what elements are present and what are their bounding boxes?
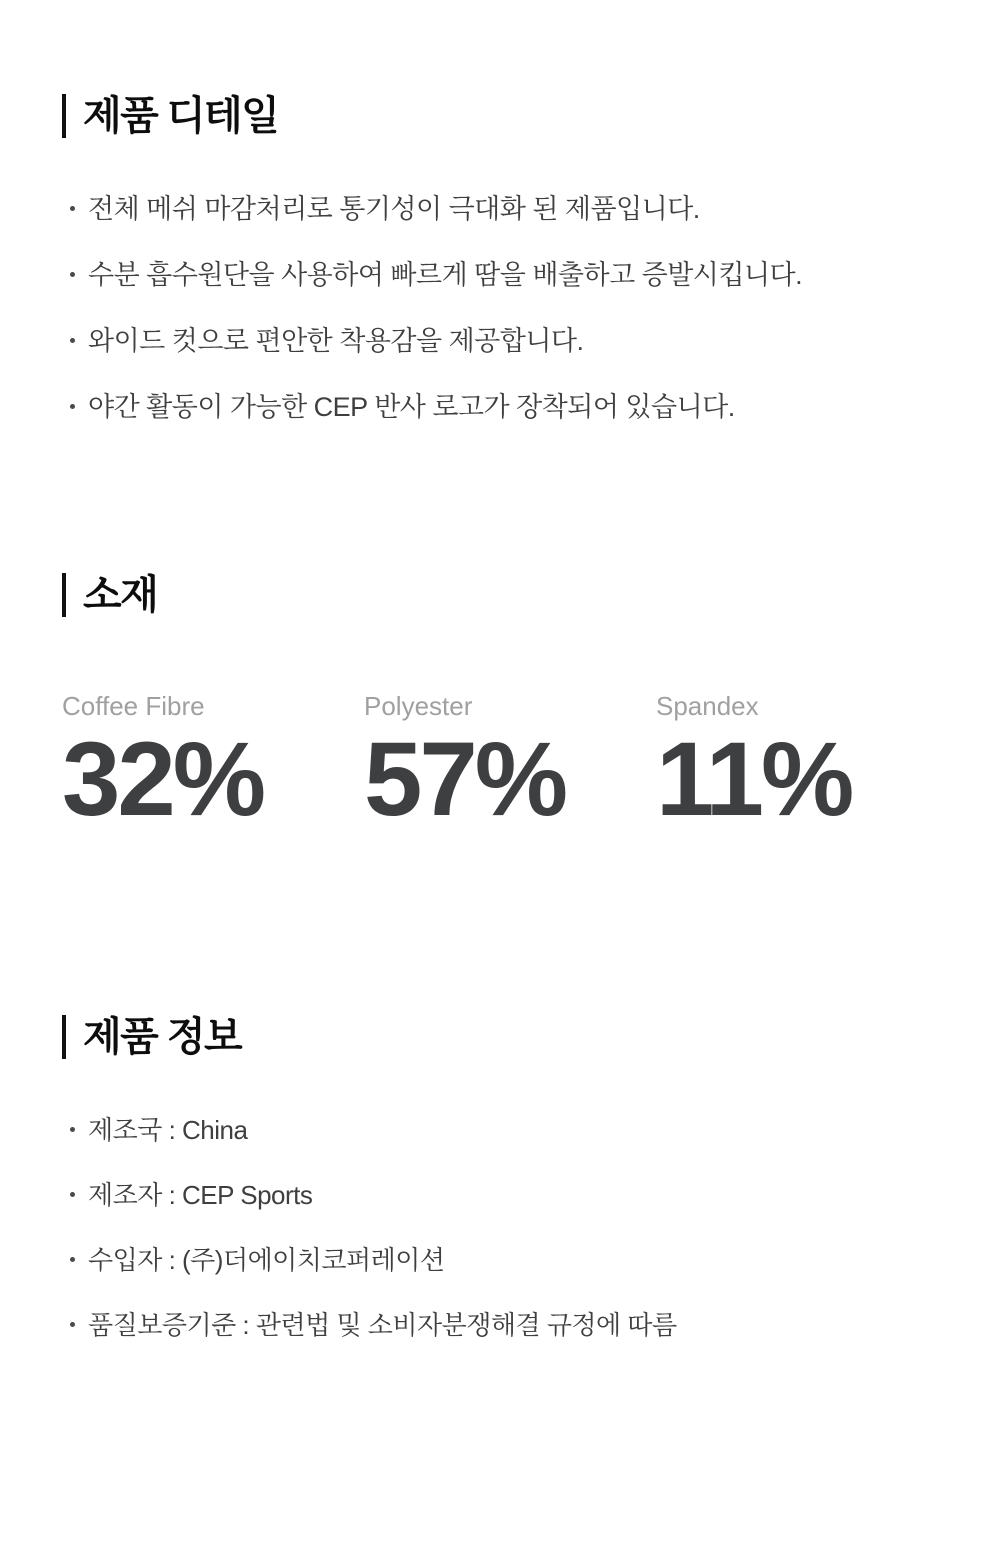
- info-bullet-text: 제조자 : CEP Sports: [88, 1180, 313, 1210]
- detail-bullet-text: 전체 메쉬 마감처리로 통기성이 극대화 된 제품입니다.: [88, 194, 700, 224]
- section-header-detail: [62, 92, 960, 140]
- bullet-dot: [70, 1192, 75, 1197]
- material-label: Spandex: [656, 691, 759, 721]
- info-bullet-text: 제조국 : China: [88, 1115, 248, 1145]
- list-item: [70, 1244, 960, 1276]
- list-item: [70, 259, 960, 291]
- section-product-info: [62, 1013, 960, 1341]
- section-product-detail: [62, 92, 960, 423]
- bullet-dot: [70, 338, 75, 343]
- header-accent-bar: [62, 94, 66, 138]
- section-title-detail: 제품 디테일: [83, 94, 279, 138]
- material-percentage: 11%: [656, 721, 852, 838]
- list-item: [70, 1179, 960, 1211]
- bullet-dot: [70, 1257, 75, 1262]
- material-percentage: 57%: [364, 721, 566, 838]
- material-label: Polyester: [364, 691, 473, 721]
- material-item-polyester: [364, 691, 656, 838]
- material-item-coffee-fibre: [62, 691, 364, 838]
- section-header-info: [62, 1013, 960, 1061]
- section-title-material: 소재: [83, 573, 158, 617]
- section-title-info: 제품 정보: [83, 1015, 242, 1059]
- detail-bullet-list: [62, 193, 960, 423]
- material-item-spandex: [656, 691, 852, 838]
- detail-bullet-text: 야간 활동이 가능한 CEP 반사 로고가 장착되어 있습니다.: [88, 392, 735, 422]
- info-bullet-text: 품질보증기준 : 관련법 및 소비자분쟁해결 규정에 따름: [88, 1310, 677, 1340]
- material-label: Coffee Fibre: [62, 691, 205, 721]
- header-accent-bar: [62, 1015, 66, 1059]
- bullet-dot: [70, 404, 75, 409]
- info-bullet-list: [62, 1114, 960, 1341]
- bullet-dot: [70, 206, 75, 211]
- material-percentage: 32%: [62, 721, 264, 838]
- list-item: [70, 325, 960, 357]
- bullet-dot: [70, 1127, 75, 1132]
- info-bullet-text: 수입자 : (주)더에이치코퍼레이션: [88, 1245, 445, 1275]
- bullet-dot: [70, 1322, 75, 1327]
- header-accent-bar: [62, 573, 66, 617]
- section-header-material: [62, 571, 960, 619]
- list-item: [70, 1114, 960, 1146]
- detail-bullet-text: 수분 흡수원단을 사용하여 빠르게 땀을 배출하고 증발시킵니다.: [88, 260, 803, 290]
- bullet-dot: [70, 272, 75, 277]
- material-composition-row: [62, 691, 960, 838]
- list-item: [70, 1309, 960, 1341]
- section-material: [62, 571, 960, 838]
- list-item: [70, 193, 960, 225]
- detail-bullet-text: 와이드 컷으로 편안한 착용감을 제공합니다.: [88, 326, 584, 356]
- list-item: [70, 391, 960, 423]
